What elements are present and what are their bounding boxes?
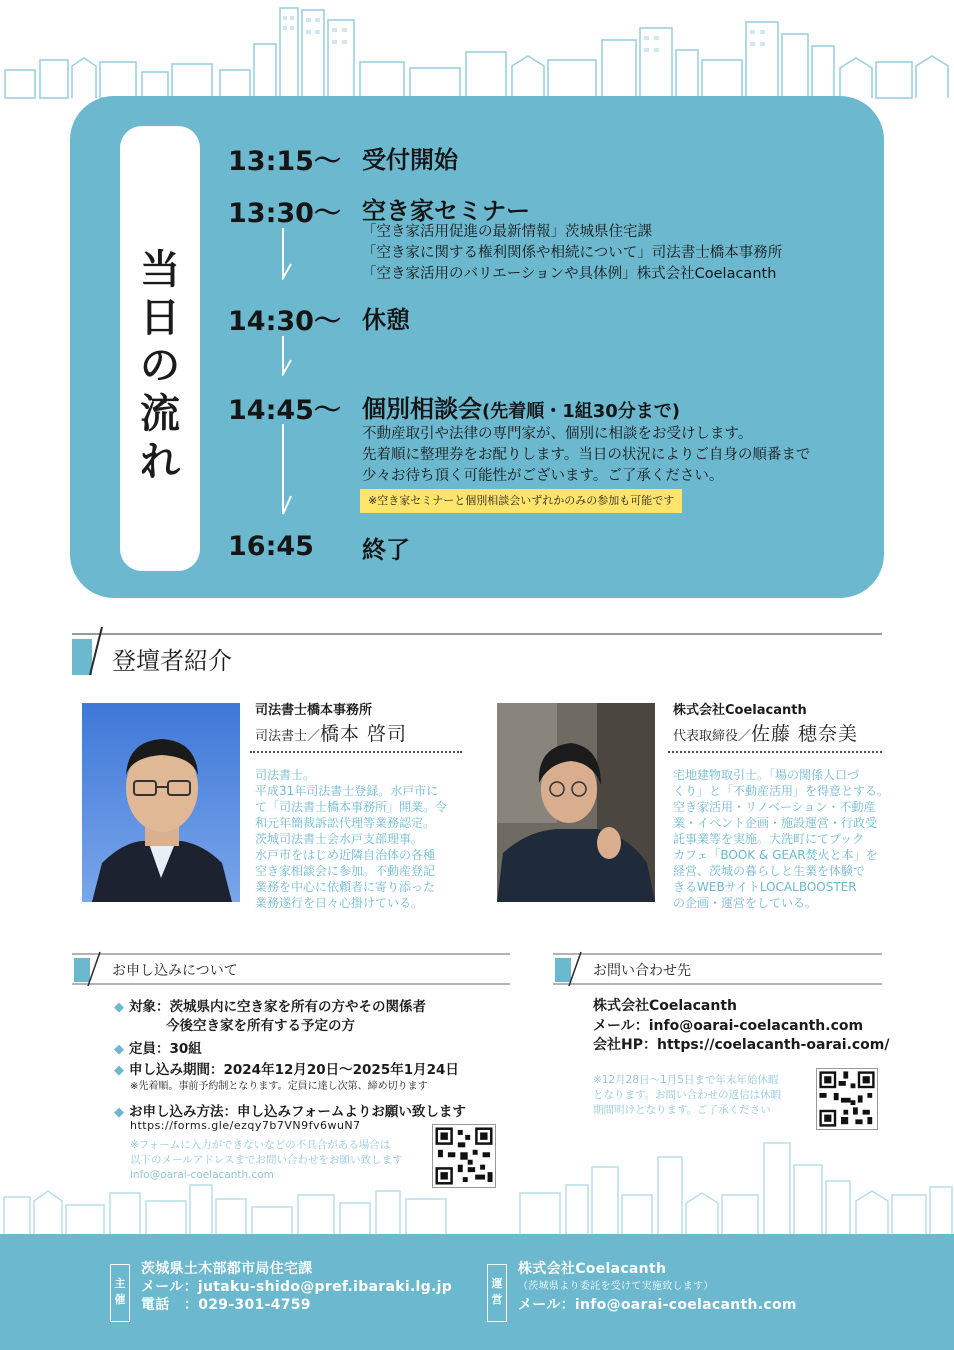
cityscape-top-illustration: [0, 0, 954, 110]
divider: [250, 751, 462, 753]
operator-note: （茨城県より委託を受けて実施致します）: [518, 1281, 714, 1292]
application-period: ◆ 申し込み期間：2024年12月20日〜2025年1月24日: [114, 1062, 459, 1078]
operator-tag: 運 営: [487, 1264, 507, 1322]
footer-bar: [0, 1234, 954, 1350]
diamond-bullet-icon: ◆: [114, 1042, 124, 1057]
schedule-time-seminar: 13:30〜: [228, 198, 341, 229]
schedule-event-seminar: 空き家セミナー: [362, 197, 530, 225]
inquiry-company: 株式会社Coelacanth: [593, 998, 738, 1014]
application-section-title: お申し込みについて: [112, 963, 238, 979]
participation-note-badge: ※空き家セミナーと個別相談会いずれかのみの参加も可能です: [360, 489, 682, 513]
application-method: ◆ お申し込み方法：申し込みフォームよりお願い致します: [114, 1104, 466, 1120]
speaker-bio: 司法書士。 平成31年司法書士登録。水戸市に て「司法書士橋本事務所」開業。令 和元年簡裁訴訟代理等業務認定。 茨城司法書士会水戸支部理事。 水戸市をはじめ近隣自治体の各種 空き家相談会に参加。不動産登記 業務を中心に依頼者に寄り添った 業務遂行を日々心掛けている。: [255, 768, 448, 910]
application-target: ◆ 対象：茨城県内に空き家を所有の方やその関係者: [114, 999, 426, 1015]
schedule-event-end: 終了: [362, 536, 410, 564]
flow-title-pill: [120, 126, 200, 571]
operator-mail-link[interactable]: メール：info@oarai-coelacanth.com: [518, 1297, 797, 1313]
seminar-detail: 「空き家活用促進の最新情報」茨城県住宅課: [362, 224, 652, 240]
inquiry-mail-link[interactable]: メール：info@oarai-coelacanth.com: [593, 1018, 864, 1034]
speaker-bio: 宅地建物取引士。「場の関係人口づ くり」と「不動産活用」を得意とする。 空き家活用・リノベーション・不動産 業・イベント企画・施設運営・行政受 託事業等を実施。大洗町にてブック カフェ「BOOK & GEAR焚火と本」を 経営、茨城の暮らしと生業を体験で きるWEBサイトLOCALBOOSTER の企画・運営をしている。: [673, 768, 890, 910]
host-tel: 電話 ：029-301-4759: [141, 1297, 311, 1313]
schedule-event-consultation: 個別相談会(先着順・1組30分まで): [362, 395, 681, 423]
host-name: 茨城県土木部都市局住宅課: [141, 1261, 313, 1277]
schedule-panel: [70, 96, 884, 598]
diamond-bullet-icon: ◆: [114, 1000, 124, 1015]
application-capacity: ◆ 定員：30組: [114, 1041, 202, 1057]
inquiry-holiday-note: ※12月28日〜1月5日まで年末年始休暇 となります。お問い合わせの返信は休暇 期間明けとなります。ご了承ください: [593, 1074, 782, 1116]
cityscape-bottom-illustration: [0, 1135, 954, 1240]
arrow-down-icon: [275, 336, 295, 376]
arrow-down-icon: [275, 424, 295, 516]
diamond-bullet-icon: ◆: [114, 1105, 124, 1120]
arrow-down-icon: [275, 228, 295, 280]
host-tag: 主 催: [110, 1264, 130, 1322]
speaker-photo-sato: [497, 703, 655, 902]
application-note: ※フォームに入力ができないなどの不具合がある場合は 以下のメールアドレスまでお問い合わせをお願い致します info@oarai-coelacanth.com: [130, 1139, 403, 1181]
speakers-section-title: 登壇者紹介: [112, 647, 232, 675]
seminar-detail: 「空き家活用のバリエーションや具体例」株式会社Coelacanth: [362, 266, 777, 282]
diamond-bullet-icon: ◆: [114, 1063, 124, 1078]
speaker-role: 司法書士／橋本 啓司: [255, 723, 408, 745]
application-target-2: 今後空き家を所有する予定の方: [166, 1018, 355, 1034]
consultation-detail: 不動産取引や法律の専門家が、個別に相談をお受けします。: [362, 426, 753, 442]
application-form-link[interactable]: https://forms.gle/ezqy7b7VN9fv6wuN7: [130, 1119, 361, 1132]
schedule-event-reception: 受付開始: [362, 146, 458, 174]
seminar-detail: 「空き家に関する権利関係や相続について」司法書士橋本事務所: [362, 245, 783, 261]
consultation-detail: 先着順に整理券をお配りします。当日の状況によりご自身の順番まで: [362, 447, 811, 463]
schedule-time-break: 14:30〜: [228, 306, 341, 337]
application-period-note: ※先着順。事前予約制となります。定員に達し次第、締め切ります: [130, 1081, 428, 1092]
speaker-org: 株式会社Coelacanth: [673, 703, 807, 718]
schedule-time-end: 16:45: [228, 531, 314, 562]
speaker-org: 司法書士橋本事務所: [255, 703, 373, 718]
operator-name: 株式会社Coelacanth: [518, 1261, 667, 1277]
flow-title: 当 日 の 流 れ: [140, 247, 180, 485]
speaker-photo-hashimoto: [82, 703, 240, 902]
speaker-role: 代表取締役／佐藤 穂奈美: [673, 723, 859, 745]
inquiry-qr-code-icon[interactable]: [816, 1068, 878, 1130]
consultation-detail: 少々お待ち頂く可能性がございます。ご了承ください。: [362, 468, 724, 484]
schedule-event-break: 休憩: [362, 306, 410, 334]
host-mail-link[interactable]: メール：jutaku-shido@pref.ibaraki.lg.jp: [141, 1279, 453, 1295]
schedule-time-consultation: 14:45〜: [228, 395, 341, 426]
schedule-time-reception: 13:15〜: [228, 146, 341, 177]
inquiry-section-title: お問い合わせ先: [593, 963, 691, 979]
inquiry-website-link[interactable]: 会社HP：https://coelacanth-oarai.com/: [593, 1037, 890, 1053]
divider: [668, 751, 882, 753]
